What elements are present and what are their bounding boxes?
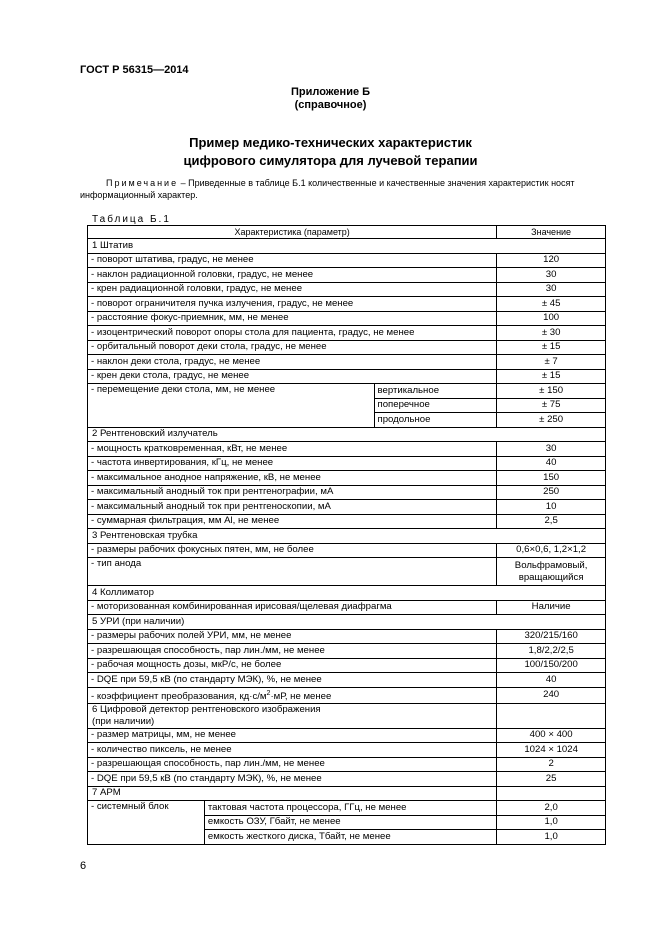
table-row (88, 629, 606, 644)
section-title: 4 Коллиматор (88, 586, 606, 601)
table-row (88, 687, 606, 703)
header-param: Характеристика (параметр) (88, 226, 497, 239)
table-row (88, 253, 606, 268)
value-cell: ± 250 (497, 413, 606, 428)
value-cell: ± 7 (497, 355, 606, 370)
table-row (88, 442, 606, 457)
table-row (88, 500, 606, 515)
table-caption: Таблица Б.1 (92, 214, 171, 225)
param-cell: - суммарная фильтрация, мм Al, не менее (88, 514, 497, 529)
value-cell: 1,0 (497, 830, 606, 845)
param-cell: - тип анода (88, 558, 497, 586)
table-row (88, 658, 606, 673)
value-cell: 30 (497, 268, 606, 283)
value-cell: 10 (497, 500, 606, 515)
value-cell: 2,0 (497, 801, 606, 816)
param-cell: - разрешающая способность, пар лин./мм, не менее (88, 757, 497, 772)
param-cell: - мощность кратковременная, кВт, не менее (88, 442, 497, 457)
value-cell: 1,0 (497, 815, 606, 830)
empty-cell (497, 786, 606, 801)
value-cell: 120 (497, 253, 606, 268)
param-text-tail: ·мР, не менее (270, 690, 332, 702)
table-row (88, 728, 606, 743)
table-row (88, 355, 606, 370)
value-cell: Наличие (497, 600, 606, 615)
table-row (88, 600, 606, 615)
note (80, 177, 586, 201)
section-title-line-1: 6 Цифровой детектор рентгеновского изображения (92, 703, 321, 715)
page-title-line-1: Пример медико-технических характеристик (189, 135, 472, 150)
page-title (0, 134, 661, 170)
value-cell: 2,5 (497, 514, 606, 529)
table-row (88, 543, 606, 558)
section-title: 1 Штатив (88, 239, 606, 254)
table-row (88, 340, 606, 355)
table-row (88, 485, 606, 500)
page-number: 6 (80, 860, 87, 872)
param-cell: - DQE при 59,5 кВ (по стандарту МЭК), %, не менее (88, 772, 497, 787)
value-cell: 150 (497, 471, 606, 486)
value-cell: ± 45 (497, 297, 606, 312)
sub-param-cell: вертикальное (374, 384, 497, 399)
value-cell: ± 75 (497, 398, 606, 413)
table-row (88, 801, 606, 816)
table-row (88, 297, 606, 312)
value-cell: ± 15 (497, 340, 606, 355)
param-cell: - размер матрицы, мм, не менее (88, 728, 497, 743)
sub-param-cell: емкость ОЗУ, Гбайт, не менее (204, 815, 496, 830)
param-cell: - поворот ограничителя пучка излучения, градус, не менее (88, 297, 497, 312)
annex-subtitle: (справочное) (294, 99, 367, 111)
param-cell: - рабочая мощность дозы, мкР/с, не более (88, 658, 497, 673)
param-cell: - частота инвертирования, кГц, не менее (88, 456, 497, 471)
specs-table (87, 225, 606, 845)
value-cell: ± 150 (497, 384, 606, 399)
sub-param-cell: продольное (374, 413, 497, 428)
param-superscript: 2 (266, 689, 271, 697)
param-cell: - размеры рабочих фокусных пятен, мм, не более (88, 543, 497, 558)
header-value: Значение (497, 226, 606, 239)
table-row (88, 282, 606, 297)
value-cell: 0,6×0,6, 1,2×1,2 (497, 543, 606, 558)
value-cell: 2 (497, 757, 606, 772)
value-cell: 25 (497, 772, 606, 787)
value-cell: ± 15 (497, 369, 606, 384)
param-cell: - моторизованная комбинированная ирисовая/щелевая диафрагма (88, 600, 497, 615)
note-text: – Приведенные в таблице Б.1 количественные и качественные значения характеристик носят информационный характер. (80, 178, 575, 200)
param-cell: - системный блок (88, 801, 205, 845)
table-row (88, 743, 606, 758)
value-cell: 30 (497, 442, 606, 457)
sub-param-cell: емкость жесткого диска, Тбайт, не менее (204, 830, 496, 845)
param-cell: - изоцентрический поворот опоры стола для пациента, градус, не менее (88, 326, 497, 341)
table-row (88, 268, 606, 283)
section-title: 3 Рентгеновская трубка (88, 529, 606, 544)
table-row (88, 384, 606, 399)
value-cell: 320/215/160 (497, 629, 606, 644)
param-cell: - наклон деки стола, градус, не менее (88, 355, 497, 370)
section-row (88, 529, 606, 544)
value-line-2: вращающийся (518, 571, 584, 583)
note-label: Примечание (106, 178, 179, 188)
value-cell: 30 (497, 282, 606, 297)
section-row (88, 586, 606, 601)
section-row (88, 786, 606, 801)
value-cell: 240 (497, 687, 606, 703)
param-cell: - наклон радиационной головки, градус, не менее (88, 268, 497, 283)
value-cell: 1,8/2,2/2,5 (497, 644, 606, 659)
document-code: ГОСТ Р 56315—2014 (80, 64, 189, 76)
empty-cell (497, 703, 606, 728)
param-cell: - поворот штатива, градус, не менее (88, 253, 497, 268)
table-row (88, 558, 606, 586)
param-cell: - разрешающая способность, пар лин./мм, не менее (88, 644, 497, 659)
table-row (88, 757, 606, 772)
table-row (88, 514, 606, 529)
value-cell: ± 30 (497, 326, 606, 341)
section-row (88, 427, 606, 442)
table-row (88, 644, 606, 659)
param-cell: - перемещение деки стола, мм, не менее (88, 384, 375, 428)
page-title-line-2: цифрового симулятора для лучевой терапии (183, 153, 478, 168)
section-title: 5 УРИ (при наличии) (88, 615, 606, 630)
param-cell: - крен деки стола, градус, не менее (88, 369, 497, 384)
sub-param-cell: тактовая частота процессора, ГГц, не менее (204, 801, 496, 816)
table-row (88, 326, 606, 341)
section-title: 7 АРМ (88, 786, 497, 801)
table-row (88, 456, 606, 471)
table-row (88, 311, 606, 326)
table-row (88, 471, 606, 486)
param-cell (88, 687, 497, 703)
value-cell: 40 (497, 673, 606, 688)
value-cell: 250 (497, 485, 606, 500)
param-cell: - расстояние фокус-приемник, мм, не менее (88, 311, 497, 326)
table-row (88, 772, 606, 787)
value-cell (497, 558, 606, 586)
section-title-line-2: (при наличии) (92, 715, 155, 727)
value-cell: 100/150/200 (497, 658, 606, 673)
section-title: 2 Рентгеновский излучатель (88, 427, 606, 442)
value-cell: 40 (497, 456, 606, 471)
section-row (88, 703, 606, 728)
value-cell: 1024 × 1024 (497, 743, 606, 758)
section-title (88, 703, 497, 728)
param-cell: - максимальный анодный ток при рентгеноскопии, мА (88, 500, 497, 515)
table-row (88, 369, 606, 384)
param-cell: - количество пиксель, не менее (88, 743, 497, 758)
param-cell: - максимальный анодный ток при рентгенографии, мА (88, 485, 497, 500)
param-cell: - размеры рабочих полей УРИ, мм, не менее (88, 629, 497, 644)
sub-param-cell: поперечное (374, 398, 497, 413)
table-row (88, 673, 606, 688)
annex-title: Приложение Б (290, 86, 371, 98)
param-cell: - орбитальный поворот деки стола, градус, не менее (88, 340, 497, 355)
param-cell: - максимальное анодное напряжение, кВ, не менее (88, 471, 497, 486)
table-header-row (88, 226, 606, 239)
section-row (88, 239, 606, 254)
param-cell: - крен радиационной головки, градус, не менее (88, 282, 497, 297)
value-cell: 400 × 400 (497, 728, 606, 743)
value-line-1: Вольфрамовый, (514, 559, 588, 571)
value-cell: 100 (497, 311, 606, 326)
section-row (88, 615, 606, 630)
param-text: - коэффициент преобразования, кд·с/м (91, 690, 267, 702)
param-cell: - DQE при 59,5 кВ (по стандарту МЭК), %, не менее (88, 673, 497, 688)
